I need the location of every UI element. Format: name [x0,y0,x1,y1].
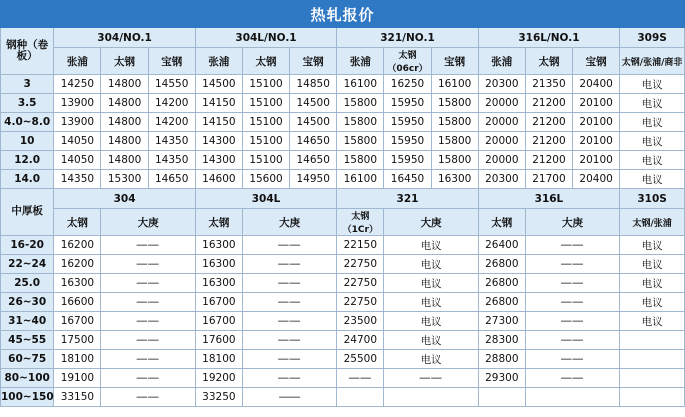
cell: 电议 [620,293,685,312]
cell: 14850 [290,75,337,94]
cell: 15800 [337,132,384,151]
cell: ―― [101,236,195,255]
col-316l-zhangpu: 张浦 [478,48,525,75]
col-304l-taigang: 太钢 [242,48,289,75]
cell: 14800 [101,94,148,113]
cell: 电议 [620,274,685,293]
section2-column-header-row [1,209,685,236]
cell: ―― [525,293,619,312]
cell [478,388,525,407]
cell: ―― [101,274,195,293]
table-row [1,94,685,113]
cell: 14500 [195,75,242,94]
cell: 14650 [148,170,195,189]
cell: ―― [242,350,336,369]
col-309s-mixed: 太钢/张浦/商非 [620,48,685,75]
col2-304l-dageng: 大庚 [242,209,336,236]
cell: 电议 [384,293,478,312]
cell: ―― [242,255,336,274]
cell: 15800 [431,94,478,113]
cell: 14800 [101,113,148,132]
cell: 15950 [384,94,431,113]
cell: 16100 [431,75,478,94]
col-321-taigang: 太钢（06cr） [384,48,431,75]
cell: 16300 [195,255,242,274]
group-header-309s: 309S [620,28,685,48]
cell: 20300 [478,75,525,94]
cell: 16300 [195,236,242,255]
cell: 20400 [573,75,620,94]
cell: 电议 [620,255,685,274]
cell: 22750 [337,255,384,274]
cell: 电议 [620,75,685,94]
cell: 16700 [54,312,101,331]
cell: 16600 [54,293,101,312]
col2-321-taigang: 太钢（1Cr） [337,209,384,236]
cell: 15600 [242,170,289,189]
cell: 20100 [573,132,620,151]
cell: 15950 [384,151,431,170]
group-header-304l: 304L/NO.1 [195,28,336,48]
cell: ―― [242,312,336,331]
cell: 电议 [620,312,685,331]
cell: 13900 [54,113,101,132]
cell: 14350 [54,170,101,189]
cell: 电议 [620,94,685,113]
cell: 14800 [101,151,148,170]
cell: 14150 [195,94,242,113]
row-spec: 80~100 [1,369,54,388]
cell: 19200 [195,369,242,388]
cell: 16700 [195,312,242,331]
table-row [1,350,685,369]
cell: 14200 [148,113,195,132]
table-row [1,151,685,170]
cell: 26800 [478,274,525,293]
cell: ―― [525,369,619,388]
cell: 23500 [337,312,384,331]
cell: 22750 [337,274,384,293]
group2-header-304l: 304L [195,189,336,209]
col-304-baogang: 宝钢 [148,48,195,75]
table-row [1,274,685,293]
cell: ―― [101,350,195,369]
cell: ―― [242,236,336,255]
cell: ―― [242,274,336,293]
cell [620,331,685,350]
cell: 14800 [101,75,148,94]
col2-310s-mixed: 太钢/张浦 [620,209,685,236]
table-row [1,312,685,331]
cell: 19100 [54,369,101,388]
table-row [1,170,685,189]
row-spec: 10 [1,132,54,151]
cell: 17600 [195,331,242,350]
cell: 14150 [195,113,242,132]
cell: 16200 [54,236,101,255]
cell: ―― [242,331,336,350]
col2-321-dageng: 大庚 [384,209,478,236]
cell: 电议 [620,151,685,170]
cell: ―― [101,388,195,407]
cell: 16450 [384,170,431,189]
cell: ―― [101,255,195,274]
cell: 20000 [478,151,525,170]
cell: 15100 [242,113,289,132]
group2-header-304: 304 [54,189,195,209]
cell: 13900 [54,94,101,113]
row-spec: 22~24 [1,255,54,274]
cell: 15100 [242,151,289,170]
col-321-zhangpu: 张浦 [337,48,384,75]
cell: 25500 [337,350,384,369]
col-304l-baogang: 宝钢 [290,48,337,75]
row-spec: 100~150 [1,388,54,407]
cell: 16100 [337,170,384,189]
table-row [1,388,685,407]
row-spec: 45~55 [1,331,54,350]
cell: 电议 [384,274,478,293]
cell: ―― [242,293,336,312]
group2-header-310s: 310S [620,189,685,209]
row-spec: 3 [1,75,54,94]
cell: 15800 [337,113,384,132]
cell: 14350 [148,132,195,151]
cell: 14650 [290,151,337,170]
cell: ―― [525,350,619,369]
cell: 29300 [478,369,525,388]
cell [337,388,384,407]
table-row [1,331,685,350]
row-spec: 25.0 [1,274,54,293]
cell: ―― [525,331,619,350]
cell [620,350,685,369]
cell: 28300 [478,331,525,350]
cell: 14350 [148,151,195,170]
cell: 电议 [384,350,478,369]
cell: 14950 [290,170,337,189]
cell: 14500 [290,113,337,132]
cell: 28800 [478,350,525,369]
cell: ―― [525,236,619,255]
col2-304-taigang: 太钢 [54,209,101,236]
cell: ―― [337,369,384,388]
cell: 20000 [478,113,525,132]
cell: 电议 [384,255,478,274]
cell: ―― [101,293,195,312]
cell: ―― [101,331,195,350]
cell: 16300 [54,274,101,293]
table-row [1,369,685,388]
section1-group-header-row [1,28,685,48]
col-316l-baogang: 宝钢 [573,48,620,75]
section1-column-header-row [1,48,685,75]
cell: ―― [525,312,619,331]
table-row [1,75,685,94]
cell: 16300 [431,170,478,189]
cell: 26800 [478,255,525,274]
cell: 21200 [525,132,572,151]
cell: 26400 [478,236,525,255]
cell: 22150 [337,236,384,255]
cell: ―― [101,312,195,331]
section2-spec-header: 中厚板 [1,189,54,236]
cell: 14300 [195,132,242,151]
cell: 17500 [54,331,101,350]
cell: 14600 [195,170,242,189]
table-row [1,293,685,312]
cell: ―― [384,369,478,388]
cell: 电议 [620,236,685,255]
cell: 14500 [290,94,337,113]
cell: 15100 [242,94,289,113]
cell: 21350 [525,75,572,94]
cell: 21200 [525,113,572,132]
cell: 21700 [525,170,572,189]
row-spec: 14.0 [1,170,54,189]
cell: 20400 [573,170,620,189]
group2-header-321: 321 [337,189,478,209]
group2-header-316l: 316L [478,189,619,209]
cell: 20100 [573,94,620,113]
cell: 14050 [54,132,101,151]
row-spec: 4.0~8.0 [1,113,54,132]
row-spec: 31~40 [1,312,54,331]
row-spec: 3.5 [1,94,54,113]
cell: 18100 [195,350,242,369]
col2-304-dageng: 大庚 [101,209,195,236]
cell: 20100 [573,113,620,132]
cell: 14550 [148,75,195,94]
cell: 14300 [195,151,242,170]
cell: 15100 [242,132,289,151]
cell: 21200 [525,94,572,113]
col2-316l-taigang: 太钢 [478,209,525,236]
cell [384,388,478,407]
cell: 26800 [478,293,525,312]
row-spec: 12.0 [1,151,54,170]
cell: 14650 [290,132,337,151]
col-304l-zhangpu: 张浦 [195,48,242,75]
cell: 20300 [478,170,525,189]
cell: 15100 [242,75,289,94]
cell: 15800 [431,132,478,151]
cell: 14250 [54,75,101,94]
cell [525,388,619,407]
col-321-baogang: 宝钢 [431,48,478,75]
table-row [1,132,685,151]
cell: 33250 [195,388,242,407]
cell: 16100 [337,75,384,94]
cell: ―― [525,274,619,293]
col-316l-taigang: 太钢 [525,48,572,75]
cell: 15800 [431,113,478,132]
col-304-zhangpu: 张浦 [54,48,101,75]
table-row [1,255,685,274]
row-spec: 26~30 [1,293,54,312]
cell: 15950 [384,113,431,132]
cell: 16300 [195,274,242,293]
cell: 24700 [337,331,384,350]
cell: ―― [101,369,195,388]
group-header-304: 304/NO.1 [54,28,195,48]
cell: 20000 [478,94,525,113]
cell: 电议 [384,236,478,255]
cell: 16200 [54,255,101,274]
cell: 电议 [620,132,685,151]
cell: 20100 [573,151,620,170]
row-spec: 16-20 [1,236,54,255]
table-row [1,236,685,255]
col2-304l-taigang: 太钢 [195,209,242,236]
cell: 电议 [384,312,478,331]
cell: 16250 [384,75,431,94]
cell: 22750 [337,293,384,312]
cell: 16700 [195,293,242,312]
section1-spec-header: 钢种（卷板） [1,28,54,75]
cell: 15800 [337,94,384,113]
cell: 14800 [101,132,148,151]
cell: ―― [525,255,619,274]
cell: 电议 [384,331,478,350]
cell: 14200 [148,94,195,113]
cell: 27300 [478,312,525,331]
cell: 电议 [620,170,685,189]
cell: 21200 [525,151,572,170]
cell: 15950 [384,132,431,151]
cell [620,388,685,407]
cell: 14050 [54,151,101,170]
page-title: 热轧报价 [1,1,685,28]
cell: 15300 [101,170,148,189]
row-spec: 60~75 [1,350,54,369]
table-row [1,113,685,132]
cell: 电议 [620,113,685,132]
group-header-321: 321/NO.1 [337,28,478,48]
cell: 33150 [54,388,101,407]
cell: 15800 [337,151,384,170]
cell: ―― [242,369,336,388]
cell: 20000 [478,132,525,151]
group-header-316l: 316L/NO.1 [478,28,619,48]
col-304-taigang: 太钢 [101,48,148,75]
cell: ―― [242,388,336,407]
cell [620,369,685,388]
cell: 18100 [54,350,101,369]
col2-316l-dageng: 大庚 [525,209,619,236]
cell: 15800 [431,151,478,170]
section2-group-header-row [1,189,685,209]
